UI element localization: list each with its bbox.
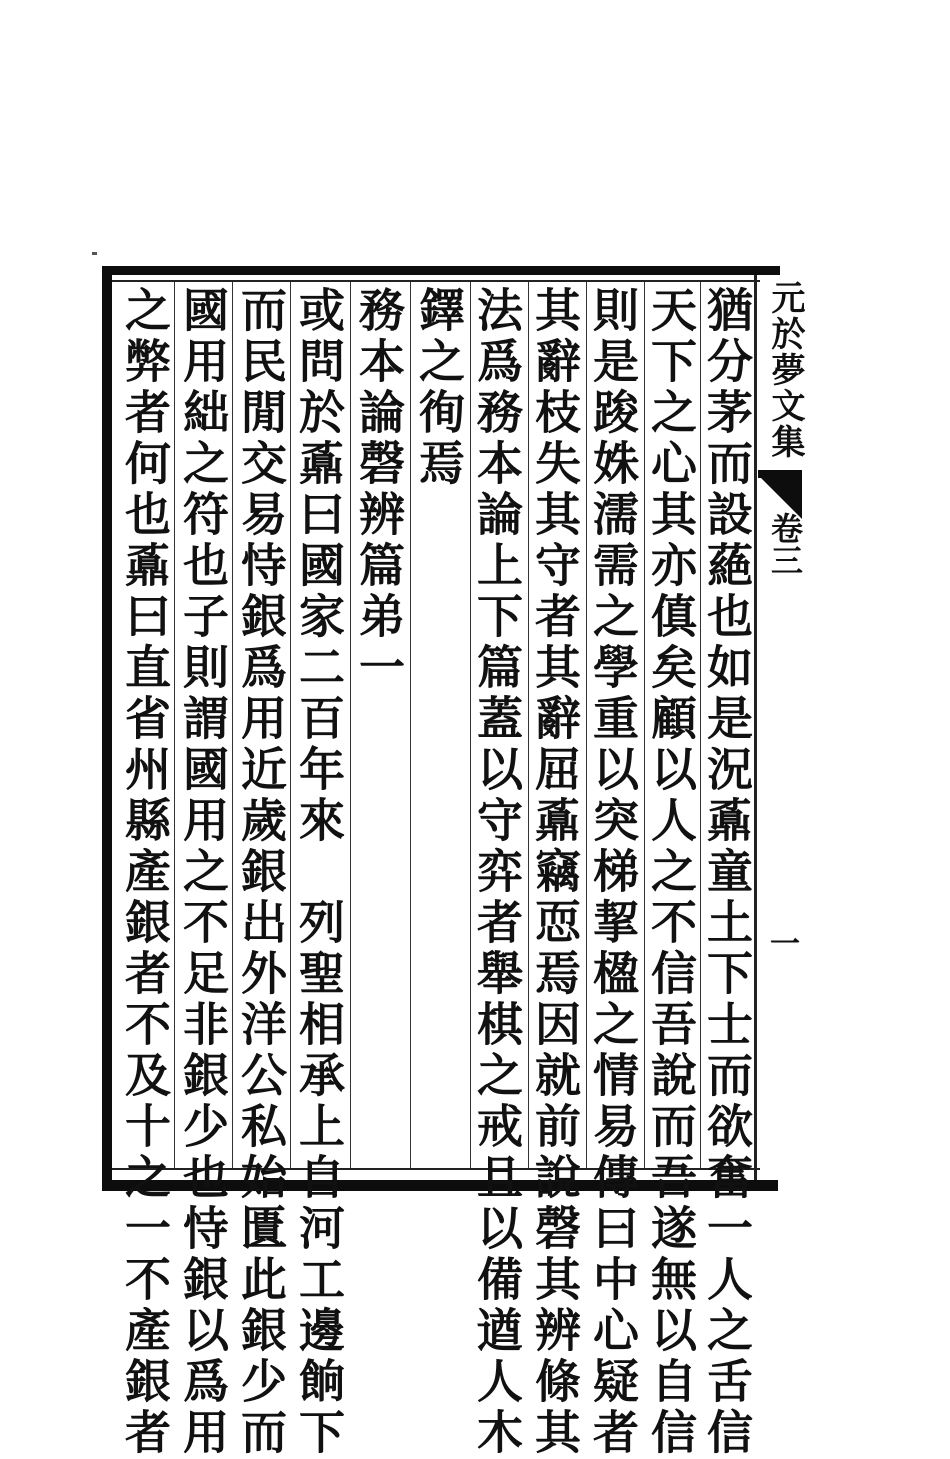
- frame-right-border: [754, 275, 757, 1180]
- frame-top-border: [102, 266, 780, 275]
- margin-page-number: 一: [770, 927, 800, 962]
- section-title: 務本論磬辨篇弟一: [352, 286, 406, 694]
- column-divider: [410, 282, 411, 1168]
- text-column-9: 而民閒交易恃銀爲用近歲銀出外洋公私始匱此銀少而: [234, 286, 288, 1459]
- text-column-4: 其辭枝失其守者其辭屈鼒竊恧焉因就前說磬其辨條其: [528, 286, 582, 1459]
- column-divider: [290, 282, 291, 1168]
- text-column-8: 或問於鼒曰國家二百年來 列聖相承上自河工邊餉下: [292, 286, 346, 1459]
- text-column-3: 則是踆姝濡需之學重以突梯挈楹之情易傳曰中心疑者: [586, 286, 640, 1459]
- text-column-1: 猶分茅而設蕝也如是況鼒童土下士而欲奮一人之舌信: [700, 286, 754, 1459]
- frame-left-border: [102, 266, 112, 1191]
- text-column-5: 法爲務本論上下篇蓋以守弈者舉棋之戒且以備遒人木: [470, 286, 524, 1459]
- column-divider: [174, 282, 175, 1168]
- margin-volume: 卷三: [766, 512, 804, 576]
- margin-mark: [92, 252, 97, 255]
- frame-top-inner-line: [110, 280, 760, 282]
- text-column-10: 國用絀之符也子則謂國用之不足非銀少也恃銀以爲用: [176, 286, 230, 1459]
- text-column-2: 天下之心其亦傎矣顧以人之不信吾說而吾遂無以自信: [644, 286, 698, 1459]
- column-divider: [350, 282, 351, 1168]
- text-column-11: 之弊者何也鼒曰直省州縣產銀者不及十之一不產銀者: [118, 286, 172, 1459]
- text-column-6: 鐸之徇焉: [412, 286, 466, 490]
- margin-book-title: 元於夢文集: [765, 280, 805, 460]
- column-divider: [232, 282, 233, 1168]
